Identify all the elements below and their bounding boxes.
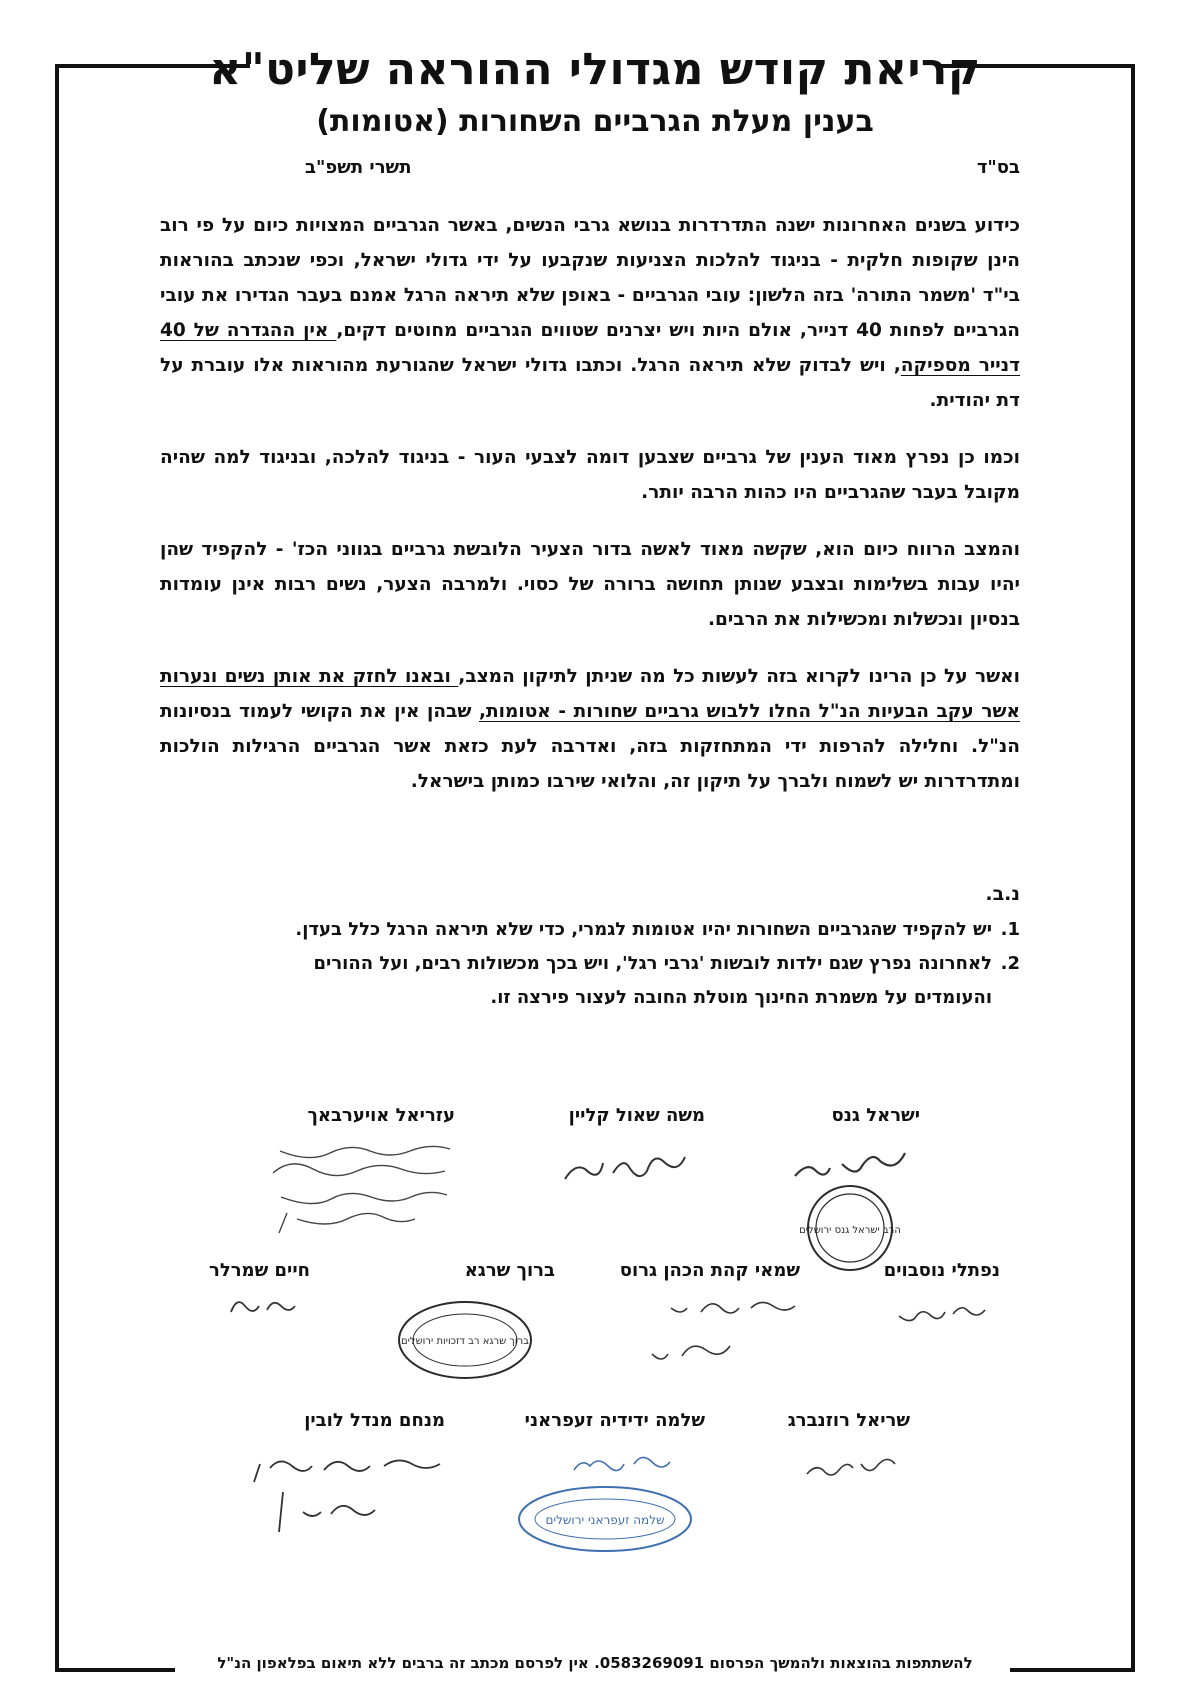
- stamp-text: שלמה זעפראני ירושלים: [545, 1513, 665, 1527]
- signer-name: משה שאול קליין: [568, 1105, 705, 1126]
- paragraph-1-text: כידוע בשנים האחרונות ישנה התדרדרות בנושא גרבי הנשים, באשר הגרביים המצויות כיום על פי רוב הינן שקופות חלקית - בניגוד להלכות הצניעות שנקבעו על ידי גדולי ישראל, וכפי שנכתב בהוראות בי"ד 'משמר התורה' בזה הלשון: עובי הגרביים - באופן שלא תיראה הרגל אמנם בעבר הגדירו את עובי הגרביים לפחות 40 דנייר, אולם היות ויש יצרנים שטווים הגרביים מחוטים דקים,: [160, 215, 1020, 341]
- paragraph-1-end: , ויש לבדוק שלא תיראה הרגל. וכתבו גדולי ישראל שהגורעת מהוראות אלו עוברת על דת יהודית.: [160, 355, 1020, 411]
- stamp-text: הרב ישראל גנס ירושלים: [799, 1225, 901, 1236]
- nb-item-text: לאחרונה נפרץ שגם ילדות לובשות 'גרבי רגל', ויש בכך מכשולות רבים, ועל ההורים והעומדים על משמרת החינוך מוטלת החובה לעצור פירצה זו.: [313, 953, 992, 1008]
- signer-naftali-nussbaum: [860, 1260, 1000, 1350]
- paragraph-1: [160, 208, 1020, 418]
- signer-baruch-shraga: [385, 1260, 555, 1390]
- rabbinical-stamp: [395, 1292, 535, 1382]
- paragraph-3: והמצב הרווח כיום הוא, שקשה מאוד לאשה בדור הצעיר הלובשת גרביים בגווני הכז' - להקפיד שהן יהיו עבות בשלימות ובצבע שנותן תחושה ברורה של כסוי. ולמרבה הצער, נשים רבות אינן עומדות בנסיון ונכשלות ומכשילות את הרבים.: [160, 539, 1020, 630]
- signer-name: חיים שמרלר: [208, 1260, 310, 1281]
- stamp-text: ברוך שרגא רב דזכויות ירושלים: [401, 1336, 529, 1347]
- signer-azriel-auerbach: [255, 1105, 455, 1255]
- frame-left: [55, 64, 59, 1672]
- paragraph-4-underlined: ובאנו לחזק את אותן נשים ונערות אשר עקב הבעיות הנ"ל החלו ללבוש גרביים שחורות - אטומות,: [160, 666, 1020, 722]
- signer-name: נפתלי נוסבוים: [883, 1260, 1000, 1281]
- page-subtitle: בענין מעלת הגרביים השחורות (אטומות): [316, 104, 874, 139]
- signer-name: מנחם מנדל לובין: [304, 1410, 445, 1431]
- paragraph-4-end: שבהן אין את הקושי לעמוד בנסיונות הנ"ל. וחלילה להרפות ידי המתחזקות בזה, ואדרבה לעת כזאת אשר הגרביים הרגילות הולכות ומתדרדרות יש לשמוח ולברך על תיקון זה, והלואי שירבו כמותן בישראל.: [160, 701, 1020, 792]
- paragraph-4: [160, 659, 1020, 799]
- nb-list: [250, 913, 1020, 1015]
- signer-name: ישראל גנס: [831, 1105, 920, 1126]
- signer-name: שלמה ידידיה זעפראני: [524, 1410, 705, 1431]
- nb-item: [250, 947, 1020, 1015]
- bsd-mark: בס"ד: [976, 157, 1020, 178]
- handwritten-note: [215, 1446, 445, 1546]
- nb-item-text: יש להקפיד שהגרביים השחורות יהיו אטומות לגמרי, כדי שלא תיראה הרגל כלל בעדן.: [295, 919, 992, 940]
- footer-note: להשתתפות בהוצאות ולהמשך הפרסום 0583269091. אין לפרסם מכתב זה ברבים ללא תיאום בפלאפון הנ"ל: [217, 1654, 973, 1672]
- nb-item-number: 2.: [1000, 953, 1020, 974]
- paragraph-4-text: ואשר על כן הרינו לקרוא בזה לעשות כל מה שניתן לתיקון המצב,: [458, 666, 1020, 687]
- signer-name: ברוך שרגא: [464, 1260, 555, 1281]
- signer-israel-ganes: [770, 1105, 920, 1285]
- signer-chaim-shmerler: [190, 1260, 310, 1340]
- nb-item-number: 1.: [1000, 919, 1020, 940]
- signature-scribble: [545, 1446, 675, 1480]
- paragraph-1-underlined: אין ההגדרה של 40 דנייר מספיקה: [160, 320, 1020, 376]
- paragraph-2: וכמו כן נפרץ מאוד הענין של גרביים שצבען דומה לצבעי העור - בניגוד להלכה, ובניגוד למה שהיה מקובל בעבר שהגרביים היו כהות הרבה יותר.: [160, 447, 1020, 503]
- header: [0, 40, 1190, 144]
- frame-right: [1131, 64, 1135, 1672]
- signer-shlomo-zafrani: [505, 1410, 705, 1560]
- signature-scribble: [545, 1145, 695, 1185]
- nb-item: [250, 913, 1020, 947]
- signer-name: שמאי קהת הכהן גרוס: [619, 1260, 800, 1281]
- signer-shariel-rosenberg: [770, 1410, 910, 1490]
- signer-shammai-gross: [600, 1260, 800, 1380]
- signature-scribble: [790, 1450, 900, 1480]
- nb-title: נ.ב.: [985, 883, 1020, 905]
- signer-menachem-mendel-lubin: [205, 1410, 445, 1540]
- signature-scribble: [775, 1143, 915, 1183]
- hebrew-date: תשרי תשפ"ב: [305, 157, 412, 178]
- signer-moshe-shaul-klein: [525, 1105, 705, 1225]
- signer-name: עזריאל אויערבאך: [307, 1105, 455, 1126]
- signature-scribble: [880, 1298, 990, 1328]
- signature-scribble: [220, 1296, 300, 1322]
- signer-name: שריאל רוזנברג: [787, 1410, 910, 1431]
- handwritten-note: [265, 1139, 455, 1239]
- signature-scribble: [610, 1296, 800, 1376]
- letter-body: [160, 208, 1020, 821]
- page-title: קריאת קודש מגדולי ההוראה שליט"א: [209, 44, 981, 95]
- rabbinical-stamp: [515, 1484, 695, 1554]
